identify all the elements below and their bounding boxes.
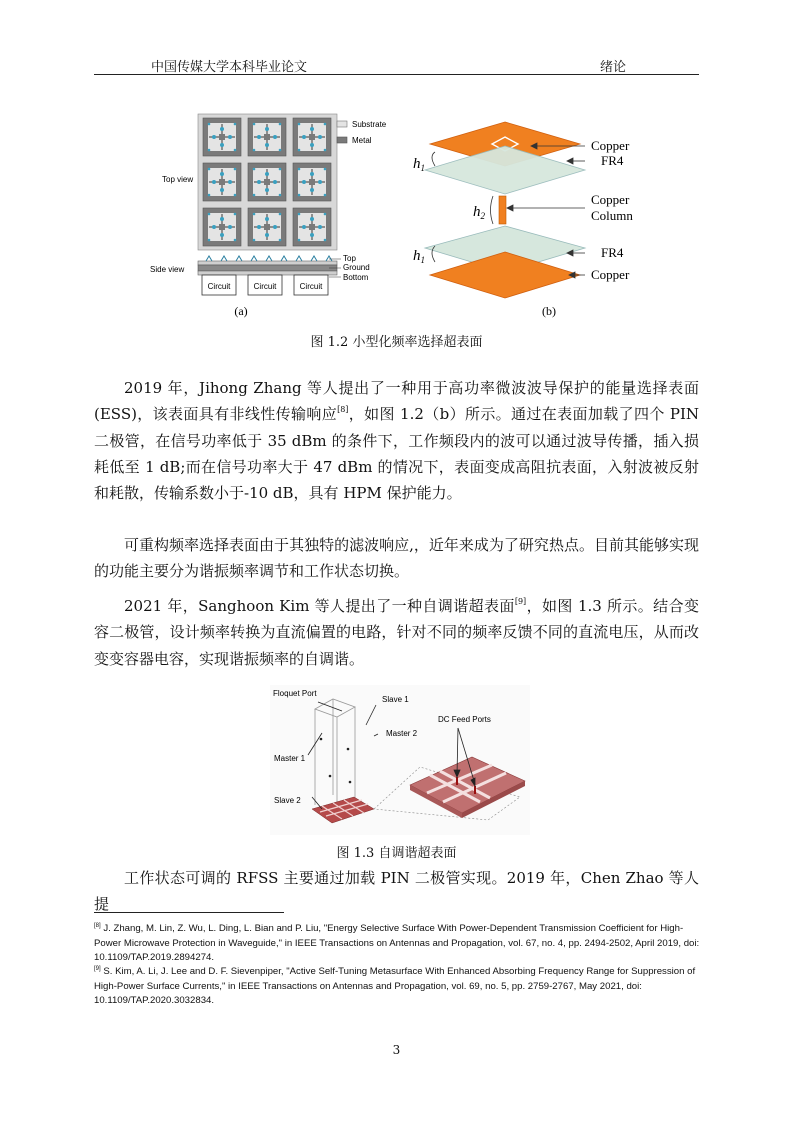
h1-top-label: $h_1$ (413, 156, 425, 173)
unit-cell (248, 208, 286, 246)
slave-1-label: Slave 1 (382, 695, 409, 704)
legend-substrate-swatch (337, 121, 347, 127)
figure-1-2-caption: 图 1.2 小型化频率选择超表面 (310, 335, 483, 350)
legend-metal-swatch (337, 137, 347, 143)
layer-top-label: Top (343, 254, 356, 263)
footnote-9: [9] S. Kim, A. Li, J. Lee and D. F. Sievenpiper, "Active Self-Tuning Metasurface With Enhanced Absorbing Frequency Range for Suppression of High-Power Surface Currents," in IEEE Transactions on Antennas and Propagation, vol. 69, no. 5, pp. 2759-2767, May 2021, doi: 10.1109/TAP.2020.3032834. (94, 966, 696, 1007)
copper-column (499, 196, 506, 224)
citation-8: [8] (337, 405, 349, 415)
footnote-8: [8] J. Zhang, M. Lin, Z. Wu, L. Ding, L. Bian and P. Liu, "Energy Selective Surface With Power-Dependent Transmission Coefficient for High-Power Microwave Protection in Waveguide," in IEEE Transactions on Antennas and Propagation, vol. 67, no. 4, pp. 2494-2502, April 2019, doi: 10.1109/TAP.2019.2894274. (94, 923, 700, 964)
fr4-top-layer (425, 146, 585, 194)
running-header-section: 绪论 (600, 60, 627, 75)
h1-bottom-label: $h_1$ (413, 248, 425, 265)
layer-bottom-label: Bottom (343, 273, 369, 282)
master-2-label: Master 2 (386, 729, 418, 738)
top-view-label: Top view (162, 175, 194, 184)
legend-substrate-label: Substrate (352, 120, 387, 129)
footnote-rule (94, 912, 284, 913)
master-1-label: Master 1 (274, 754, 306, 763)
page-number: 3 (392, 1043, 401, 1057)
circuit-label-2: Circuit (253, 282, 277, 291)
header-rule (94, 74, 699, 75)
copper-bottom-label: Copper (591, 267, 630, 282)
circuit-label-3: Circuit (299, 282, 323, 291)
paragraph-2: 可重构频率选择表面由于其独特的滤波响应,，近年来成为了研究热点。目前其能够实现的功能主要分为谐振频率调节和工作状态切换。 (94, 536, 699, 581)
copper-top-label: Copper (591, 138, 630, 153)
citation-9: [9] (514, 597, 527, 606)
h2-label: $h_2$ (473, 204, 485, 221)
subfigure-a-label: (a) (234, 304, 248, 318)
circuit-label-1: Circuit (207, 282, 231, 291)
unit-cell (203, 208, 241, 246)
side-view-label: Side view (150, 265, 185, 274)
running-header-title: 中国传媒大学本科毕业论文 (151, 60, 308, 75)
legend-metal-label: Metal (352, 136, 372, 145)
paragraph-1: 2019 年，Jihong Zhang 等人提出了一种用于高功率微波波导保护的能量选择表面(ESS)，该表面具有非线性传输响应[8]，如图 1.2（b）所示。通过在表面加载了四个 PIN 二极管，在信号功率低于 35 dBm 的条件下，工作频段内的波可以通过波导传播，插入损耗低至 1 dB;而在信号功率大于 47 dBm 的情况下，表面变成高阻抗表面，入射波被反射和耗散，传输系数小于-10 dB，具有 HPM 保护能力。 (94, 379, 699, 503)
paragraph-3: 2021 年，Sanghoon Kim 等人提出了一种自调谐超表面[9]，如图 1.3 所示。结合变容二极管，设计频率转换为直流偏置的电路，针对不同的频率反馈不同的直流电压，从而改变变容器电容，实现谐振频率的自调谐。 (94, 597, 699, 668)
dc-feed-ports-label: DC Feed Ports (438, 715, 491, 724)
copper-bottom-layer (430, 252, 580, 298)
layer-ground-label: Ground (343, 263, 370, 272)
fr4-bottom-label: FR4 (601, 245, 624, 260)
figure-1-3 (270, 685, 530, 835)
figure-1-2-a (150, 108, 400, 323)
figure-1-2-b (405, 118, 655, 323)
unit-cell (248, 163, 286, 201)
unit-cell (293, 208, 331, 246)
copper-column-label-2: Column (591, 208, 633, 223)
unit-cell (293, 163, 331, 201)
paragraph-4: 工作状态可调的 RFSS 主要通过加载 PIN 二极管实现。2019 年，Chen Zhao 等人提 (94, 869, 699, 914)
unit-cell (203, 118, 241, 156)
unit-cell-grid (203, 118, 331, 246)
figure-1-3-caption: 图 1.3 自调谐超表面 (336, 846, 457, 861)
copper-column-label-1: Copper (591, 192, 630, 207)
unit-cell (293, 118, 331, 156)
slave-2-label: Slave 2 (274, 796, 301, 805)
subfigure-b-label: (b) (542, 304, 556, 318)
unit-cell (248, 118, 286, 156)
floquet-port-label: Floquet Port (273, 689, 317, 698)
fr4-top-label: FR4 (601, 153, 624, 168)
unit-cell (203, 163, 241, 201)
